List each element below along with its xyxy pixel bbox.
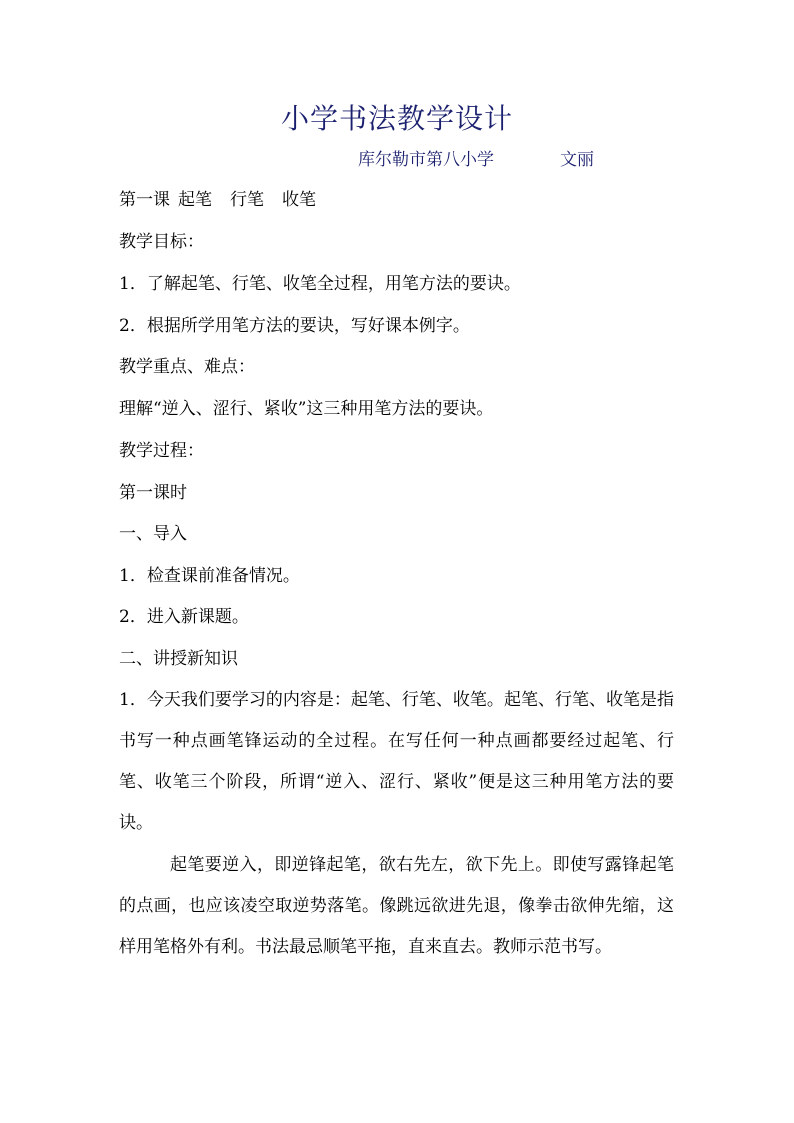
intro-item-2: 2．进入新课题。: [119, 607, 249, 627]
byline-author: 文丽: [560, 150, 594, 170]
lesson-label: 第一课: [119, 190, 170, 210]
intro-item-1: 1．检查课前准备情况。: [119, 566, 300, 586]
lesson-part-start: 起笔: [178, 190, 212, 210]
lesson-part-end: 收笔: [282, 190, 316, 210]
period-heading: 第一课时: [119, 483, 187, 503]
objective-1: 1．了解起笔、行笔、收笔全过程，用笔方法的要诀。: [119, 274, 521, 294]
focus-text: 理解“逆入、涩行、紧收”这三种用笔方法的要诀。: [119, 399, 494, 419]
intro-heading: 一、导入: [119, 524, 187, 544]
lesson-heading: [119, 188, 316, 212]
knowledge-paragraph-2: 起笔要逆入，即逆锋起笔，欲右先左，欲下先上。即使写露锋起笔的点画，也应该凌空取逆势落笔。像跳远欲进先退，像拳击欲伸先缩，这样用笔格外有利。书法最忌顺笔平拖，直来直去。教师示范书写。: [119, 855, 674, 957]
knowledge-heading: 二、讲授新知识: [119, 649, 238, 669]
lesson-part-move: 行笔: [230, 190, 264, 210]
byline-school: 库尔勒市第八小学: [358, 150, 494, 170]
focus-heading: 教学重点、难点：: [119, 357, 255, 377]
objective-2: 2．根据所学用笔方法的要诀，写好课本例字。: [119, 316, 470, 336]
objectives-heading: 教学目标：: [119, 232, 204, 252]
knowledge-paragraph-1: 1．今天我们要学习的内容是：起笔、行笔、收笔。起笔、行笔、收笔是指书写一种点画笔锋运动的全过程。在写任何一种点画都要经过起笔、行笔、收笔三个阶段，所谓“逆入、涩行、紧收”便是这三种用笔方法的要诀。: [119, 690, 674, 833]
page-title: 小学书法教学设计: [280, 102, 513, 135]
process-heading: 教学过程：: [119, 441, 204, 461]
